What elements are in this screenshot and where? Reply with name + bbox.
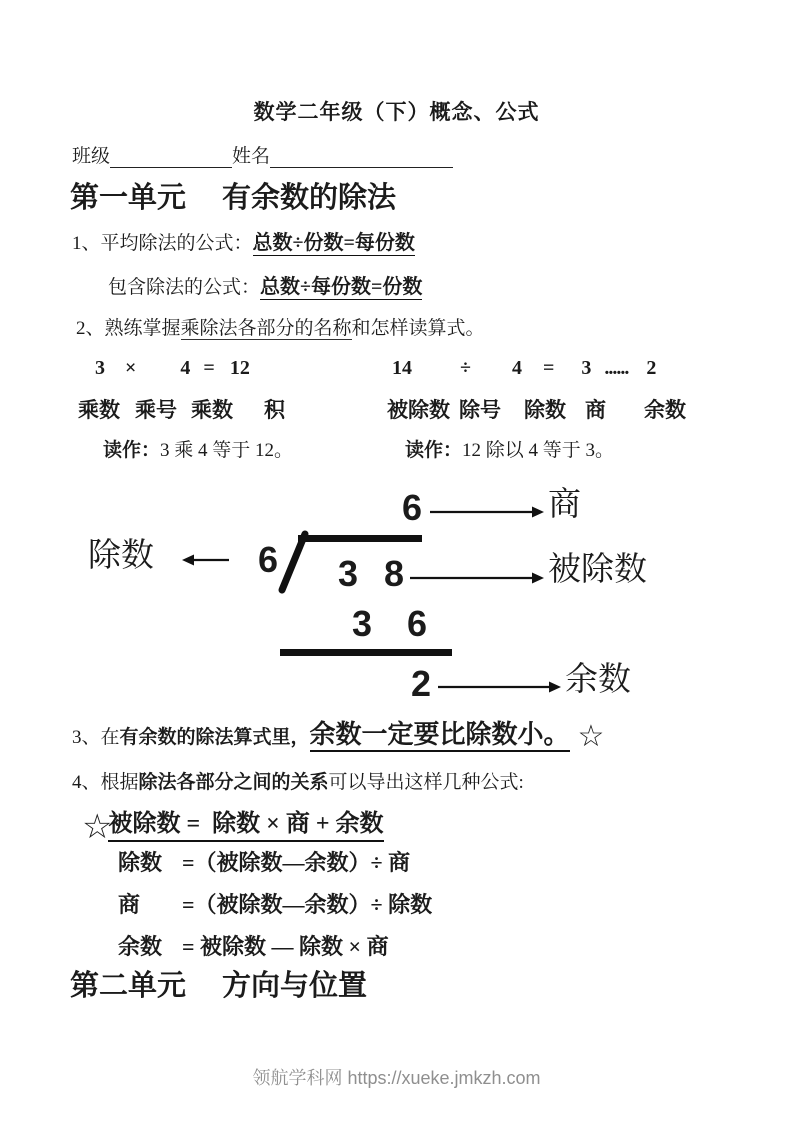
product-digit: 3 (352, 603, 373, 644)
unit1-heading (70, 182, 396, 215)
remainder-dots: ...... (604, 357, 629, 379)
item2-prefix: 2、熟练掌握 (76, 318, 181, 339)
formula-expr: =（被除数—余数）÷ 除数 (182, 892, 433, 917)
mul-part-label: 乘数 (78, 398, 120, 422)
long-division-figure (0, 485, 793, 720)
mul-token: 4 (180, 357, 191, 379)
item1-prefix: 1、平均除法的公式： (72, 233, 253, 254)
read-text: 12 除以 4 等于 3。 (462, 440, 615, 461)
star-icon: ☆ (82, 809, 113, 846)
class-label: 班级 (72, 146, 111, 168)
mul-part-label: 积 (264, 398, 285, 422)
quotient-label: 商 (548, 487, 581, 523)
long-division-strokes (0, 485, 793, 720)
mul-part-label: 乘数 (191, 398, 233, 422)
item2-suffix: 和怎样读算式。 (351, 318, 485, 339)
formula-expr: = 被除数 — 除数 × 商 (182, 934, 389, 959)
division-bracket-bar (298, 535, 422, 542)
read-label: 读作： (103, 440, 161, 461)
div-token: 3 (581, 357, 592, 379)
unit2-heading (70, 970, 367, 1003)
dividend-digit: 8 (384, 553, 405, 594)
class-blank-line (110, 146, 232, 168)
subtraction-line (280, 649, 452, 656)
divide-sign: ÷ (460, 357, 471, 379)
arrow-right-head-icon (532, 507, 544, 518)
formula-quotient (118, 892, 432, 917)
div-part-label: 余数 (644, 398, 686, 422)
item1-prefix2: 包含除法的公式： (108, 277, 261, 298)
item1-line2 (108, 276, 422, 299)
item3-line (72, 720, 604, 755)
item3-bold: 有余数的除法算式里， (119, 727, 310, 748)
div-part-label: 除数 (524, 398, 566, 422)
name-blank-line (270, 146, 453, 168)
div-token: 4 (511, 357, 522, 379)
div-token: 14 (392, 357, 412, 379)
formula-label: 商 (118, 892, 141, 917)
multiplication-reading (103, 440, 293, 462)
unit1-title: 有余数的除法 (222, 182, 397, 214)
watermark-footer: 领航学科网 https://xueke.jmkzh.com (252, 1068, 541, 1088)
product-digit: 6 (407, 603, 428, 644)
division-reading (405, 440, 614, 462)
read-text: 3 乘 4 等于 12。 (160, 440, 294, 461)
item4-prefix: 4、根据 (72, 772, 139, 793)
mul-part-label: 乘号 (135, 398, 177, 422)
class-name-line (72, 146, 453, 168)
arrow-right-head-icon (532, 573, 544, 584)
quotient-digit: 6 (402, 487, 423, 528)
arrow-right-head-icon (549, 682, 561, 693)
item2-underlined: 乘除法各部分的名称 (180, 318, 352, 339)
unit1-label: 第一单元 (70, 182, 187, 214)
equals-sign: = (542, 357, 555, 379)
remainder-digit: 2 (411, 663, 432, 704)
heading-gap (186, 970, 222, 1003)
formula-divisor (118, 850, 410, 875)
formula-dividend-text: 被除数 = 除数 × 商 + 余数 (108, 811, 383, 843)
heading-gap (186, 182, 222, 215)
dividend-label: 被除数 (548, 552, 647, 588)
multiply-sign: × (125, 357, 137, 379)
div-part-label: 除号 (459, 398, 501, 422)
item4-suffix: 可以导出这样几种公式: (328, 772, 524, 793)
div-token: 2 (646, 357, 657, 379)
item2-line (76, 318, 485, 340)
division-bracket-slash (282, 534, 305, 590)
formula-remainder (118, 934, 389, 959)
multiplication-part-labels (78, 398, 285, 422)
item3-rule: 余数一定要比除数小。 (310, 720, 570, 752)
unit2-label: 第二单元 (70, 970, 187, 1002)
equals-sign: = (203, 357, 215, 379)
item1-line1 (72, 232, 415, 255)
item1-formula: 总数÷份数=每份数 (252, 232, 415, 254)
dividend-digit: 3 (338, 553, 359, 594)
remainder-label: 余数 (565, 662, 631, 698)
formula-label: 除数 (118, 850, 163, 875)
formula-expr: =（被除数—余数）÷ 商 (182, 850, 411, 875)
formula-label: 余数 (118, 934, 163, 959)
item4-line (72, 772, 524, 794)
mul-token: 3 (95, 357, 105, 379)
name-label: 姓名 (232, 146, 271, 168)
division-equation (392, 357, 656, 380)
division-part-labels (387, 398, 686, 422)
item4-bold: 除法各部分之间的关系 (138, 772, 329, 793)
divisor-label: 除数 (88, 538, 154, 574)
page-title: 数学二年级（下）概念、公式 (253, 100, 540, 124)
div-part-label: 被除数 (387, 398, 450, 422)
item1-formula2: 总数÷每份数=份数 (260, 276, 423, 298)
read-label: 读作： (405, 440, 463, 461)
star-icon: ☆ (577, 720, 605, 753)
mul-token: 12 (229, 357, 250, 379)
div-part-label: 商 (585, 398, 606, 422)
unit2-title: 方向与位置 (222, 970, 368, 1002)
formula-dividend (82, 803, 384, 846)
arrow-left-head-icon (182, 555, 194, 566)
divisor-digit: 6 (258, 539, 279, 580)
multiplication-equation (95, 357, 250, 380)
item3-prefix: 3、在 (72, 727, 120, 748)
